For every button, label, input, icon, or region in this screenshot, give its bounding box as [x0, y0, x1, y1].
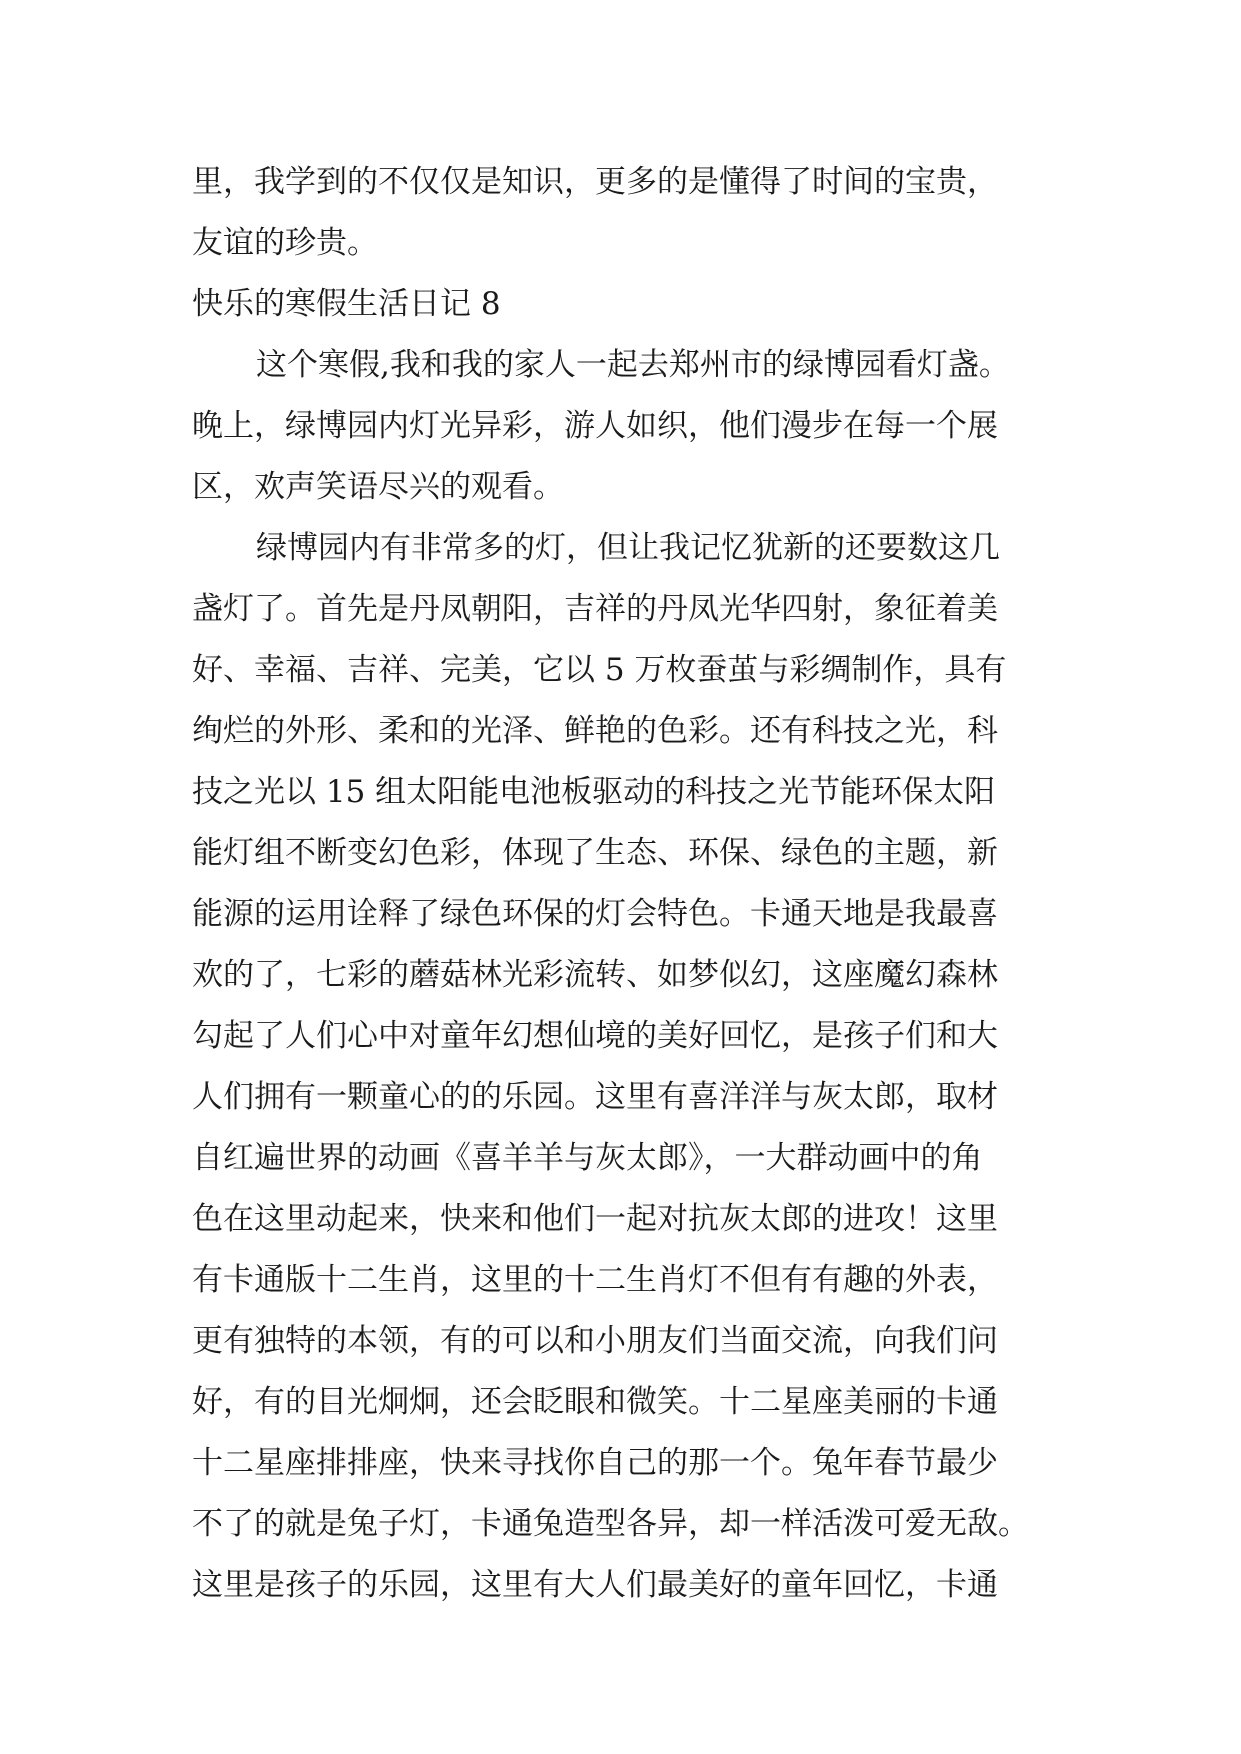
text-line: 绚烂的外形、柔和的光泽、鲜艳的色彩。还有科技之光，科: [192, 713, 998, 749]
text-line: 勾起了人们心中对童年幻想仙境的美好回忆，是孩子们和大: [192, 1018, 998, 1054]
text-line: 更有独特的本领，有的可以和小朋友们当面交流，向我们问: [192, 1323, 998, 1359]
text-line: 好、幸福、吉祥、完美，它以 5 万枚蚕茧与彩绸制作，具有: [192, 652, 1007, 688]
text-line: 这里是孩子的乐园，这里有大人们最美好的童年回忆，卡通: [192, 1567, 998, 1603]
text-line: 区，欢声笑语尽兴的观看。: [192, 469, 564, 505]
text-line: 自红遍世界的动画《喜羊羊与灰太郎》，一大群动画中的角: [192, 1140, 983, 1176]
text-line: 不了的就是兔子灯，卡通兔造型各异，却一样活泼可爱无敌。: [192, 1506, 1029, 1542]
text-line: 能灯组不断变幻色彩，体现了生态、环保、绿色的主题，新: [192, 835, 998, 871]
text-line: 欢的了，七彩的蘑菇林光彩流转、如梦似幻，这座魔幻森林: [192, 957, 998, 993]
text-line: 好，有的目光炯炯，还会眨眼和微笑。十二星座美丽的卡通: [192, 1384, 998, 1420]
text-line: 色在这里动起来，快来和他们一起对抗灰太郎的进攻！这里: [192, 1201, 998, 1237]
text-line: 能源的运用诠释了绿色环保的灯会特色。卡通天地是我最喜: [192, 896, 998, 932]
text-line: 晚上，绿博园内灯光异彩，游人如织，他们漫步在每一个展: [192, 408, 998, 444]
text-line: 盏灯了。首先是丹凤朝阳，吉祥的丹凤光华四射，象征着美: [192, 591, 998, 627]
paragraph-first-line: 这个寒假,我和我的家人一起去郑州市的绿博园看灯盏。: [256, 347, 1010, 383]
text-line: 友谊的珍贵。: [192, 225, 378, 261]
text-line: 里，我学到的不仅仅是知识，更多的是懂得了时间的宝贵，: [192, 164, 998, 200]
text-line: 人们拥有一颗童心的的乐园。这里有喜洋洋与灰太郎，取材: [192, 1079, 998, 1115]
text-line: 技之光以 15 组太阳能电池板驱动的科技之光节能环保太阳: [192, 774, 996, 810]
text-line: 十二星座排排座，快来寻找你自己的那一个。兔年春节最少: [192, 1445, 998, 1481]
text-line: 有卡通版十二生肖，这里的十二生肖灯不但有有趣的外表，: [192, 1262, 998, 1298]
paragraph-first-line: 绿博园内有非常多的灯，但让我记忆犹新的还要数这几: [256, 530, 1000, 566]
section-heading: 快乐的寒假生活日记 8: [192, 286, 501, 322]
